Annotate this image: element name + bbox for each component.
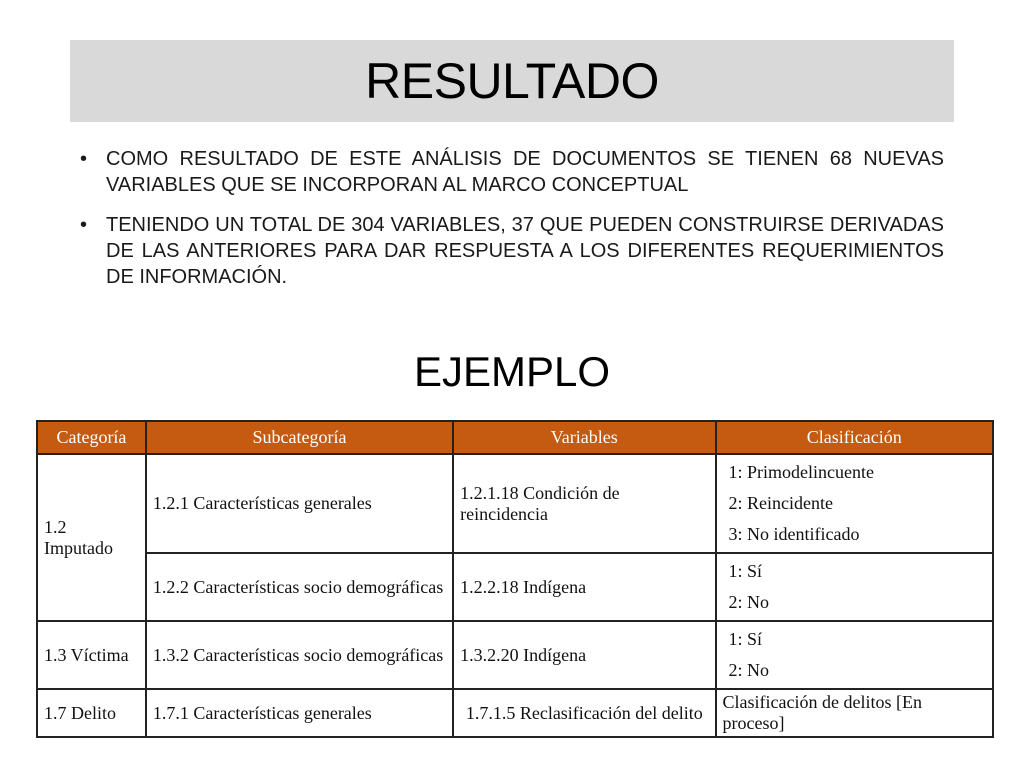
clasificacion-option: 1: Sí: [728, 561, 763, 581]
bullet-text: TENIENDO UN TOTAL DE 304 VARIABLES, 37 QUE PUEDEN CONSTRUIRSE DERIVADAS DE LAS ANTERIORES PARA DAR RESPUESTA A LOS DIFERENTES REQUERIMIENTOS DE INFORMACIÓN.: [106, 214, 944, 288]
bullet-item: [78, 212, 944, 290]
cell-variable: 1.3.2.20 Indígena: [453, 621, 715, 689]
cell-subcategoria: 1.3.2 Características socio demográficas: [146, 621, 453, 689]
table-row: [37, 553, 993, 621]
table-row: [37, 621, 993, 689]
cell-variable: 1.2.2.18 Indígena: [453, 553, 715, 621]
cell-subcategoria: 1.7.1 Características generales: [146, 689, 453, 737]
table-row: [37, 689, 993, 737]
clasificacion-option: 1: Sí: [728, 629, 763, 649]
bullet-text: COMO RESULTADO DE ESTE ANÁLISIS DE DOCUMENTOS SE TIENEN 68 NUEVAS VARIABLES QUE SE INCORPORAN AL MARCO CONCEPTUAL: [106, 148, 944, 196]
cell-categoria: 1.3 Víctima: [37, 621, 146, 689]
bullet-marker: •: [80, 148, 88, 170]
header-categoria: Categoría: [37, 421, 146, 454]
cell-clasificacion: [716, 621, 994, 689]
cell-clasificacion: [716, 454, 994, 553]
slide-title: RESULTADO: [365, 53, 659, 109]
clasificacion-option: 2: Reincidente: [728, 493, 833, 513]
cell-categoria: 1.2 Imputado: [37, 454, 146, 621]
header-variables: Variables: [453, 421, 715, 454]
cell-variable: 1.2.1.18 Condición de reincidencia: [453, 454, 715, 553]
header-subcategoria: Subcategoría: [146, 421, 453, 454]
cell-subcategoria: 1.2.2 Características socio demográficas: [146, 553, 453, 621]
clasificacion-option: 3: No identificado: [728, 524, 860, 544]
example-heading: EJEMPLO: [413, 348, 611, 395]
cell-clasificacion: [716, 553, 994, 621]
bullet-marker: •: [80, 214, 88, 236]
bullet-list: [78, 146, 944, 304]
cell-categoria: 1.7 Delito: [37, 689, 146, 737]
table-row: [37, 454, 993, 553]
clasificacion-option: 2: No: [728, 592, 769, 612]
title-band: [70, 40, 954, 122]
bullet-item: [78, 146, 944, 198]
example-table: [36, 420, 994, 738]
clasificacion-option: 2: No: [728, 660, 769, 680]
table-header-row: [37, 421, 993, 454]
cell-clasificacion: Clasificación de delitos [En proceso]: [716, 689, 994, 737]
cell-subcategoria: 1.2.1 Características generales: [146, 454, 453, 553]
clasificacion-option: 1: Primodelincuente: [728, 462, 874, 482]
cell-variable: 1.7.1.5 Reclasificación del delito: [453, 689, 715, 737]
header-clasificacion: Clasificación: [716, 421, 994, 454]
